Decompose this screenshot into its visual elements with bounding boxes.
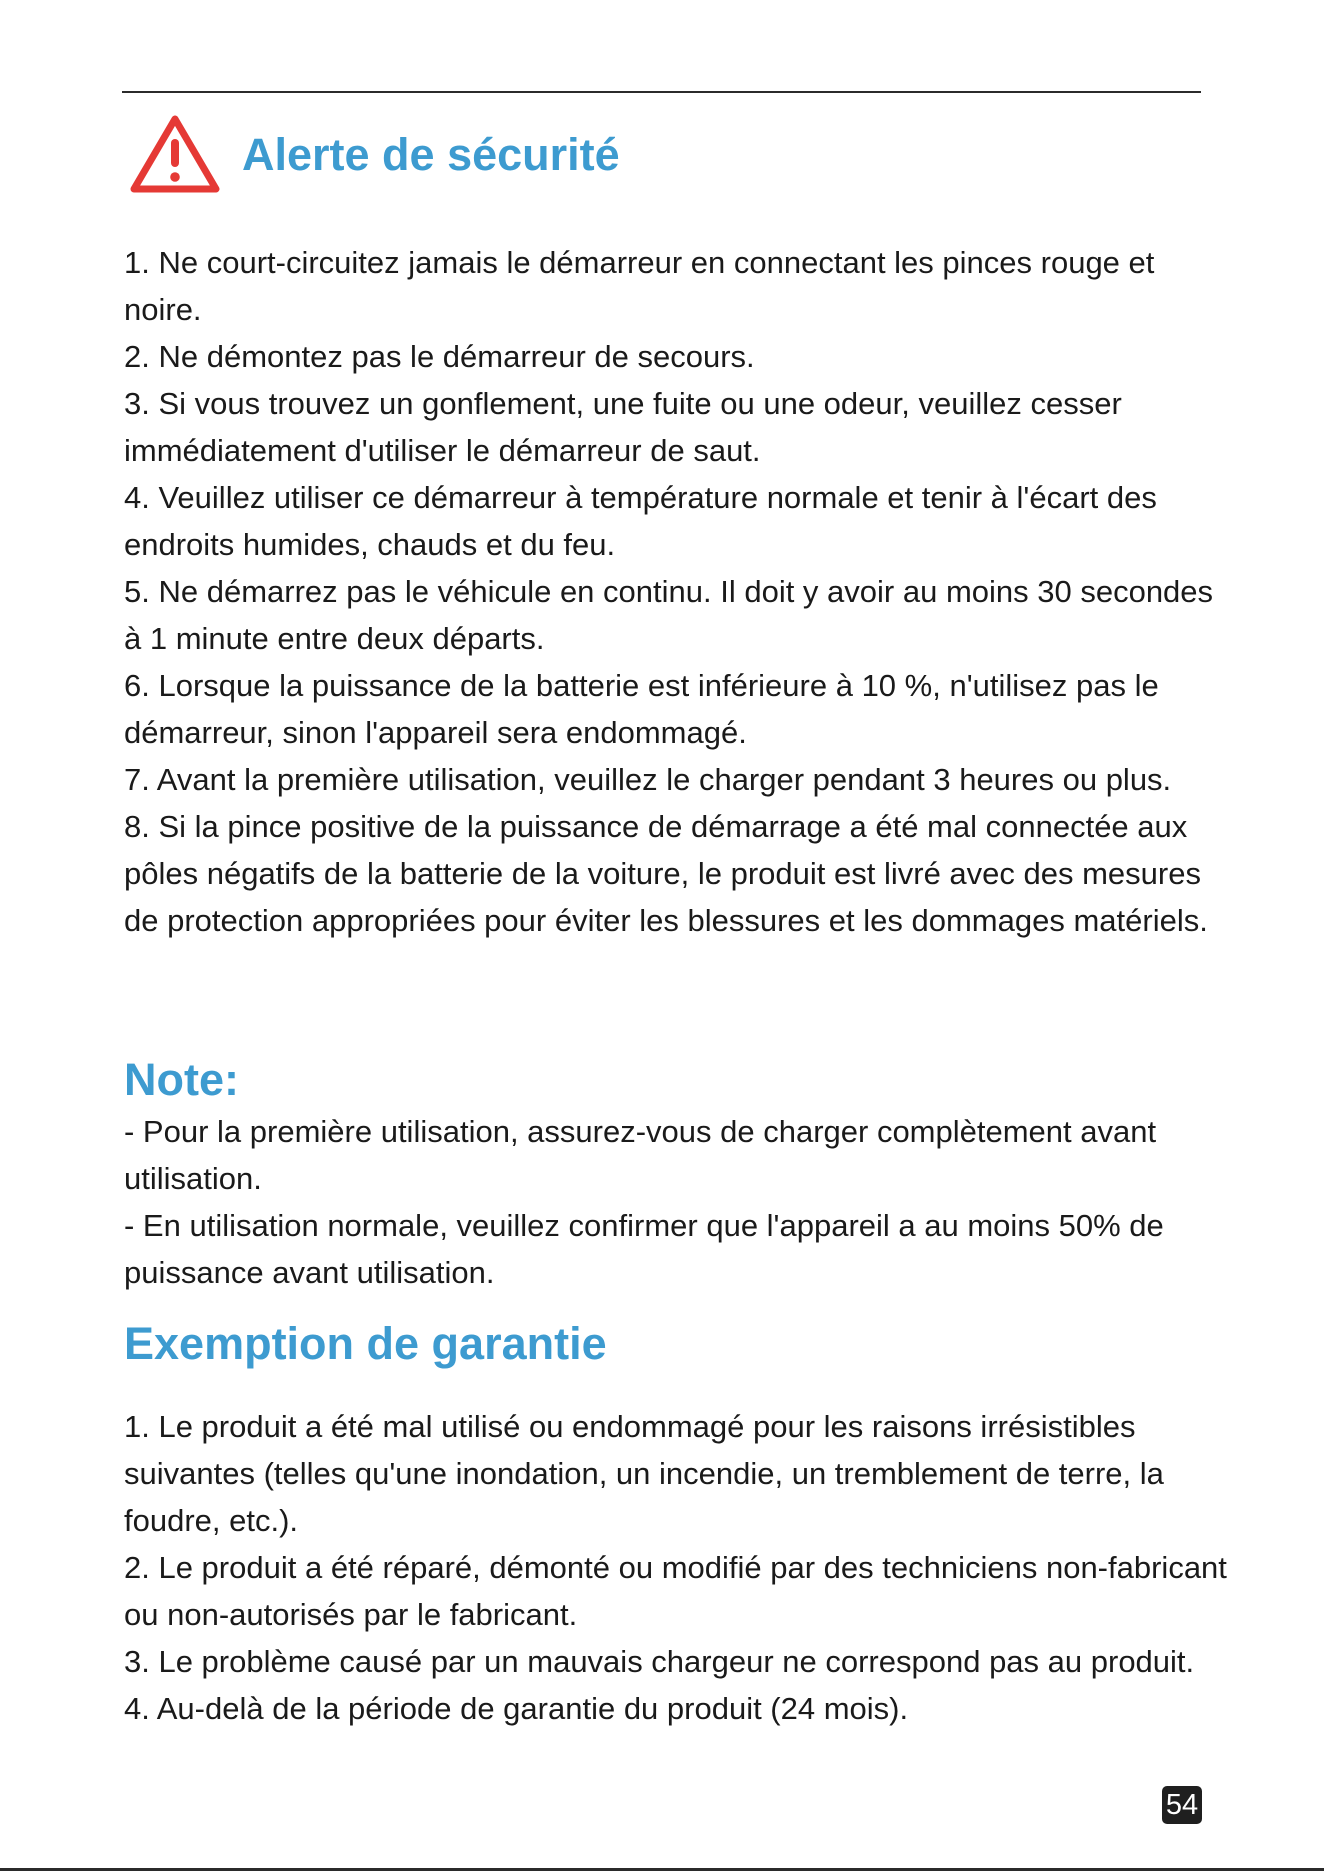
note-item: - Pour la première utilisation, assurez-vous de charger complètement avant utilisation. xyxy=(124,1114,1157,1196)
safety-item: 2. Ne démontez pas le démarreur de secours. xyxy=(124,339,755,374)
warranty-item: 4. Au-delà de la période de garantie du produit (24 mois). xyxy=(124,1691,909,1726)
safety-item: 1. Ne court-circuitez jamais le démarreur en connectant les pinces rouge et noire. xyxy=(124,245,1155,327)
safety-item: 7. Avant la première utilisation, veuillez le charger pendant 3 heures ou plus. xyxy=(124,762,1172,797)
safety-item: 5. Ne démarrez pas le véhicule en continu. Il doit y avoir au moins 30 secondes à 1 minute entre deux départs. xyxy=(124,574,1214,656)
top-divider xyxy=(122,91,1201,93)
warranty-title: Exemption de garantie xyxy=(124,1318,607,1369)
warranty-item: 1. Le produit a été mal utilisé ou endommagé pour les raisons irrésistibles suivantes (telles qu'une inondation, un incendie, un tremblement de terre, la foudre, etc.). xyxy=(124,1409,1164,1538)
note-title: Note: xyxy=(124,1054,239,1105)
note-list xyxy=(124,1108,1234,1296)
bottom-divider xyxy=(0,1868,1324,1871)
safety-item: 6. Lorsque la puissance de la batterie est inférieure à 10 %, n'utilisez pas le démarreur, sinon l'appareil sera endommagé. xyxy=(124,668,1159,750)
page-number: 54 xyxy=(1162,1786,1202,1824)
warranty-item: 2. Le produit a été réparé, démonté ou modifié par des techniciens non-fabricant ou non-autorisés par le fabricant. xyxy=(124,1550,1227,1632)
warranty-list xyxy=(124,1403,1234,1732)
safety-item: 8. Si la pince positive de la puissance de démarrage a été mal connectée aux pôles négatifs de la batterie de la voiture, le produit est livré avec des mesures de protection appropriées pour éviter les blessures et les dommages matériels. xyxy=(124,809,1208,938)
safety-item: 3. Si vous trouvez un gonflement, une fuite ou une odeur, veuillez cesser immédiatement d'utiliser le démarreur de saut. xyxy=(124,386,1122,468)
note-item: - En utilisation normale, veuillez confirmer que l'appareil a au moins 50% de puissance avant utilisation. xyxy=(124,1208,1164,1290)
safety-item: 4. Veuillez utiliser ce démarreur à température normale et tenir à l'écart des endroits humides, chauds et du feu. xyxy=(124,480,1157,562)
safety-heading xyxy=(128,112,620,196)
warning-icon xyxy=(128,112,222,196)
safety-title: Alerte de sécurité xyxy=(242,128,620,180)
warranty-item: 3. Le problème causé par un mauvais chargeur ne correspond pas au produit. xyxy=(124,1644,1195,1679)
safety-list xyxy=(124,239,1234,944)
